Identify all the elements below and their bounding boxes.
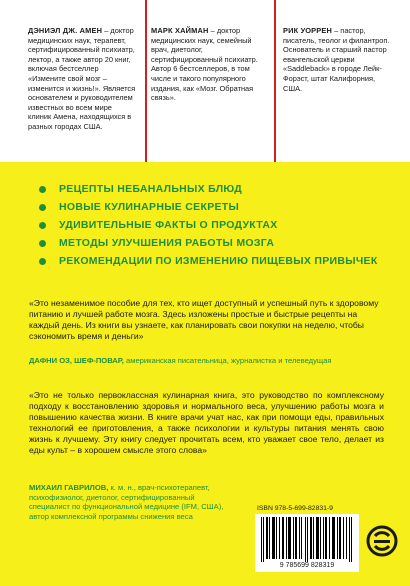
reviewer-role: американская писательница, журналистка и телеведущая: [123, 356, 332, 365]
column-divider: [274, 0, 276, 162]
bullet-dot-icon: [39, 222, 46, 229]
feature-item: РЕКОМЕНДАЦИИ ПО ИЗМЕНЕНИЮ ПИЩЕВЫХ ПРИВЫЧЕК: [39, 252, 389, 270]
isbn-label: ISBN 978-5-699-82831-9: [257, 505, 333, 512]
bullet-dot-icon: [39, 240, 46, 247]
author-bio: – доктор медицинских наук, семейный врач, диетолог, сертифицированный психиатр. Автор 6 бестселлеров, в том числе и такого популярного издания, как «Мозг. Обратная связь».: [151, 26, 258, 103]
author-name: МАРК ХАЙМАН: [151, 26, 209, 35]
reviewer-role: к. м. н., врач-психотерапевт, психофизиолог, диетолог, сертифицированный специалист по функциональной медицине (IFM, США), автор комплексной программы снижения веса: [29, 483, 224, 522]
review-quote-2: «Это не только первоклассная кулинарная книга, это руководство по комплексному подходу к восстановлению здоровья и нормального веса, улучшению работы мозга и повышению качества жизни. В книге врачи учат нас, как при помощи еды, правильных технологий ее приготовления, а также психологии и культуры питания менять свою жизнь к лучшему. Эту книгу следует прочитать всем, кто уважает свое тело, делает из еды культ – в хорошем смысле этого слова»: [29, 390, 384, 455]
reviewer-name: МИХАИЛ ГАВРИЛОВ,: [29, 483, 109, 492]
bullet-dot-icon: [39, 204, 46, 211]
review-signature-2: [29, 483, 224, 522]
feature-list: [39, 180, 389, 270]
feature-item: РЕЦЕПТЫ НЕБАНАЛЬНЫХ БЛЮД: [39, 180, 389, 198]
author-name: РИК УОРРЕН: [283, 26, 333, 35]
publisher-logo-icon: [366, 524, 398, 558]
barcode-number: 9 785699 828319: [255, 562, 359, 569]
column-divider: [145, 0, 147, 162]
reviewer-name: ДАФНИ ОЗ, ШЕФ-ПОВАР,: [29, 356, 124, 365]
review-signature-1: [29, 356, 389, 366]
feature-item: МЕТОДЫ УЛУЧШЕНИЯ РАБОТЫ МОЗГА: [39, 234, 389, 252]
author-bio-warren: [283, 26, 395, 93]
review-quote-1: «Это незаменимое пособие для тех, кто ищет доступный и успешный путь к здоровому питанию и лучшей работе мозга. Здесь изложены простые и быстрые рецепты на каждый день. Из книги вы узнаете, как планировать свои покупки на неделю, чтобы сэкономить время и деньги»: [29, 298, 379, 341]
author-name: ДЭНИЭЛ ДЖ. АМЕН: [28, 26, 103, 35]
feature-item: УДИВИТЕЛЬНЫЕ ФАКТЫ О ПРОДУКТАХ: [39, 216, 389, 234]
author-bio: – пастор, писатель, теолог и филантроп. Основатель и старший пастор евангельской церкви «Saddleback» в городе Лейк-Форэст, штат Калифорния, США.: [283, 26, 390, 93]
author-bio-amen: [28, 26, 136, 132]
author-bio-hyman: [151, 26, 261, 103]
bullet-dot-icon: [39, 258, 46, 265]
authors-panel: [0, 0, 410, 162]
author-bio: – доктор медицинских наук, терапевт, сертифицированный психиатр, лектор, а также автор 20 книг, включая бестселлер «Измените свой мозг – изменится и жизнь!». Является основателем и руководителем известных во всем мире клиник Амена, находящихся в разных городах США.: [28, 26, 136, 131]
feature-item: НОВЫЕ КУЛИНАРНЫЕ СЕКРЕТЫ: [39, 198, 389, 216]
bullet-dot-icon: [39, 186, 46, 193]
